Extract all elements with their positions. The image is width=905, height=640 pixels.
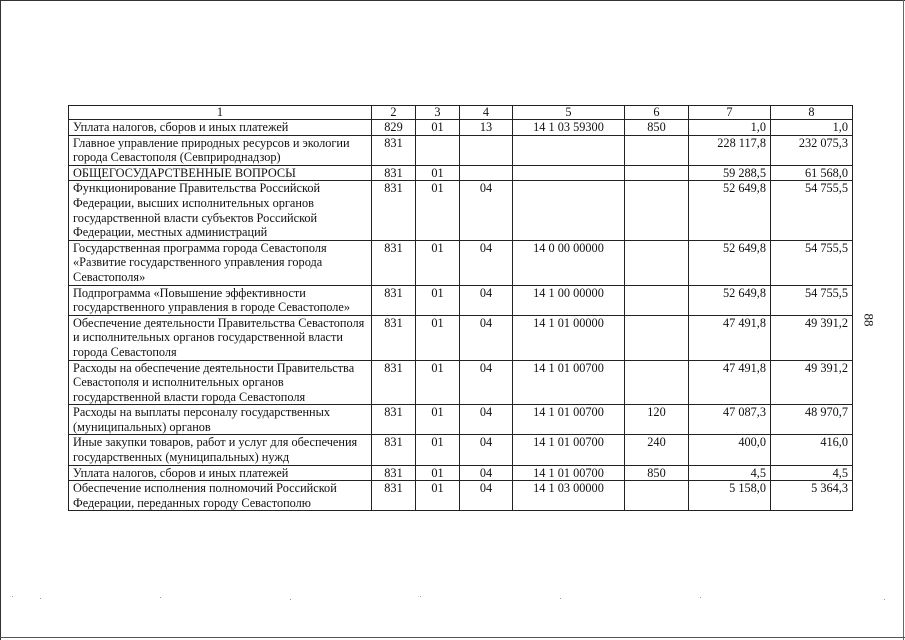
cell-amount-year1: 52 649,8	[689, 181, 771, 240]
cell-target-article: 14 1 01 00000	[513, 315, 625, 360]
table-row	[69, 181, 853, 240]
cell-section: 01	[416, 315, 460, 360]
cell-amount-year1: 47 491,8	[689, 315, 771, 360]
cell-section	[416, 135, 460, 165]
cell-section: 01	[416, 285, 460, 315]
cell-admin-code: 831	[372, 481, 416, 511]
page-right-edge	[903, 0, 904, 640]
cell-name: Уплата налогов, сборов и иных платежей	[69, 120, 372, 136]
cell-target-article: 14 1 03 59300	[513, 120, 625, 136]
table-row	[69, 285, 853, 315]
cell-expense-type	[625, 360, 689, 405]
column-number: 1	[69, 106, 372, 120]
cell-amount-year2: 54 755,5	[771, 181, 853, 240]
cell-expense-type	[625, 285, 689, 315]
column-number: 3	[416, 106, 460, 120]
cell-amount-year1: 228 117,8	[689, 135, 771, 165]
page-top-edge	[0, 0, 905, 1]
cell-admin-code: 831	[372, 165, 416, 181]
column-number: 2	[372, 106, 416, 120]
cell-target-article: 14 0 00 00000	[513, 240, 625, 285]
cell-amount-year1: 400,0	[689, 435, 771, 465]
cell-amount-year2: 54 755,5	[771, 240, 853, 285]
cell-subsection: 04	[460, 240, 513, 285]
cell-expense-type	[625, 165, 689, 181]
cell-section: 01	[416, 481, 460, 511]
cell-admin-code: 831	[372, 285, 416, 315]
column-number: 4	[460, 106, 513, 120]
cell-subsection: 04	[460, 481, 513, 511]
cell-subsection	[460, 165, 513, 181]
cell-subsection: 04	[460, 285, 513, 315]
page-left-edge	[0, 0, 1, 640]
cell-amount-year1: 52 649,8	[689, 240, 771, 285]
cell-section: 01	[416, 360, 460, 405]
cell-subsection: 04	[460, 181, 513, 240]
cell-admin-code: 831	[372, 405, 416, 435]
table-row	[69, 360, 853, 405]
cell-amount-year1: 47 087,3	[689, 405, 771, 435]
cell-amount-year1: 5 158,0	[689, 481, 771, 511]
table-row	[69, 435, 853, 465]
table-row	[69, 315, 853, 360]
cell-subsection: 04	[460, 435, 513, 465]
cell-expense-type	[625, 315, 689, 360]
cell-subsection: 04	[460, 315, 513, 360]
table-row	[69, 165, 853, 181]
cell-section: 01	[416, 181, 460, 240]
cell-expense-type: 240	[625, 435, 689, 465]
budget-table	[68, 105, 853, 511]
page-bottom-edge	[0, 637, 905, 638]
cell-target-article	[513, 165, 625, 181]
cell-amount-year2: 49 391,2	[771, 360, 853, 405]
cell-expense-type	[625, 481, 689, 511]
cell-amount-year2: 5 364,3	[771, 481, 853, 511]
column-number-row	[69, 106, 853, 120]
cell-expense-type	[625, 240, 689, 285]
cell-admin-code: 831	[372, 240, 416, 285]
cell-amount-year1: 4,5	[689, 465, 771, 481]
cell-amount-year2: 54 755,5	[771, 285, 853, 315]
cell-name: Функционирование Правительства Российской Федерации, высших исполнительных органов государственной власти субъектов Российской Федерации, местных администраций	[69, 181, 372, 240]
cell-target-article: 14 1 01 00700	[513, 435, 625, 465]
cell-section: 01	[416, 165, 460, 181]
cell-target-article: 14 1 01 00700	[513, 360, 625, 405]
cell-section: 01	[416, 240, 460, 285]
cell-amount-year2: 49 391,2	[771, 315, 853, 360]
cell-subsection	[460, 135, 513, 165]
cell-target-article: 14 1 00 00000	[513, 285, 625, 315]
cell-amount-year1: 1,0	[689, 120, 771, 136]
table-row	[69, 135, 853, 165]
cell-amount-year1: 52 649,8	[689, 285, 771, 315]
table-row	[69, 240, 853, 285]
cell-name: Государственная программа города Севастополя «Развитие государственного управления города Севастополя»	[69, 240, 372, 285]
budget-table-body	[69, 106, 853, 511]
cell-name: Уплата налогов, сборов и иных платежей	[69, 465, 372, 481]
cell-amount-year2: 4,5	[771, 465, 853, 481]
cell-name: Обеспечение деятельности Правительства Севастополя и исполнительных органов государственной власти города Севастополя	[69, 315, 372, 360]
table-row	[69, 465, 853, 481]
cell-target-article: 14 1 01 00700	[513, 405, 625, 435]
cell-admin-code: 831	[372, 465, 416, 481]
cell-expense-type: 850	[625, 120, 689, 136]
cell-expense-type	[625, 135, 689, 165]
scan-noise	[0, 590, 905, 610]
cell-name: ОБЩЕГОСУДАРСТВЕННЫЕ ВОПРОСЫ	[69, 165, 372, 181]
cell-amount-year2: 416,0	[771, 435, 853, 465]
cell-admin-code: 831	[372, 315, 416, 360]
cell-amount-year1: 47 491,8	[689, 360, 771, 405]
cell-target-article	[513, 181, 625, 240]
cell-expense-type: 120	[625, 405, 689, 435]
cell-admin-code: 831	[372, 435, 416, 465]
cell-section: 01	[416, 465, 460, 481]
cell-target-article	[513, 135, 625, 165]
cell-section: 01	[416, 120, 460, 136]
column-number: 8	[771, 106, 853, 120]
table-row	[69, 120, 853, 136]
cell-name: Иные закупки товаров, работ и услуг для обеспечения государственных (муниципальных) нужд	[69, 435, 372, 465]
column-number: 7	[689, 106, 771, 120]
cell-admin-code: 831	[372, 360, 416, 405]
cell-name: Расходы на обеспечение деятельности Правительства Севастополя и исполнительных органов государственной власти города Севастополя	[69, 360, 372, 405]
cell-section: 01	[416, 405, 460, 435]
cell-amount-year2: 61 568,0	[771, 165, 853, 181]
table-row	[69, 405, 853, 435]
cell-target-article: 14 1 03 00000	[513, 481, 625, 511]
page-number: 88	[861, 313, 877, 327]
cell-amount-year2: 1,0	[771, 120, 853, 136]
cell-admin-code: 831	[372, 135, 416, 165]
cell-amount-year2: 48 970,7	[771, 405, 853, 435]
cell-target-article: 14 1 01 00700	[513, 465, 625, 481]
cell-admin-code: 831	[372, 181, 416, 240]
cell-amount-year1: 59 288,5	[689, 165, 771, 181]
cell-expense-type: 850	[625, 465, 689, 481]
cell-subsection: 04	[460, 405, 513, 435]
column-number: 6	[625, 106, 689, 120]
cell-subsection: 04	[460, 360, 513, 405]
column-number: 5	[513, 106, 625, 120]
cell-subsection: 04	[460, 465, 513, 481]
cell-section: 01	[416, 435, 460, 465]
cell-name: Главное управление природных ресурсов и экологии города Севастополя (Севприроднадзор)	[69, 135, 372, 165]
cell-amount-year2: 232 075,3	[771, 135, 853, 165]
cell-name: Обеспечение исполнения полномочий Российской Федерации, переданных городу Севастополю	[69, 481, 372, 511]
table-row	[69, 481, 853, 511]
cell-name: Расходы на выплаты персоналу государственных (муниципальных) органов	[69, 405, 372, 435]
cell-name: Подпрограмма «Повышение эффективности государственного управления в городе Севастополе»	[69, 285, 372, 315]
cell-subsection: 13	[460, 120, 513, 136]
cell-expense-type	[625, 181, 689, 240]
cell-admin-code: 829	[372, 120, 416, 136]
